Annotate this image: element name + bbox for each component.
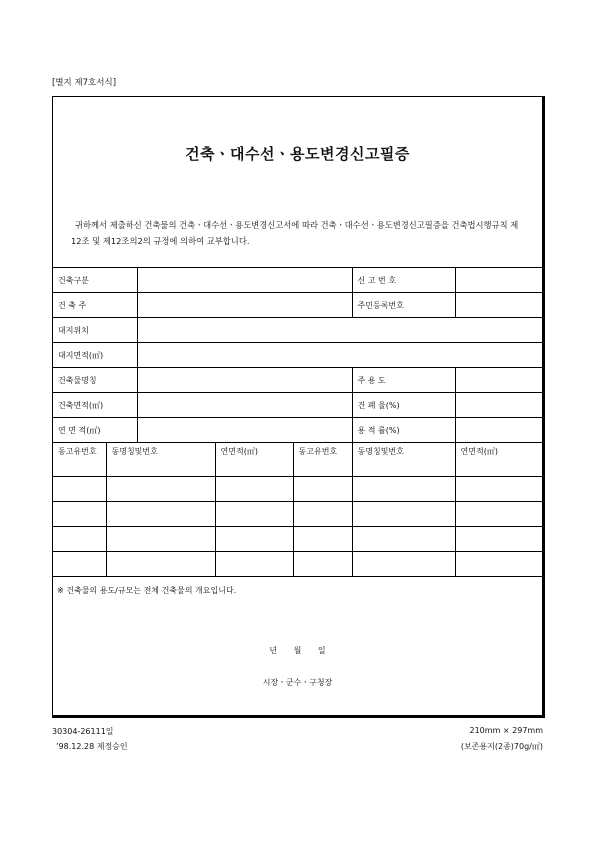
value-total-floor-area[interactable] — [137, 418, 352, 443]
header-building-name-1: 동명칭및번호 — [106, 443, 215, 477]
value-report-no[interactable] — [455, 268, 544, 293]
label-report-no: 신 고 번 호 — [352, 268, 455, 293]
certificate-frame — [52, 96, 545, 718]
value-category[interactable] — [137, 268, 352, 293]
label-category: 건축구분 — [53, 268, 137, 293]
header-building-name-2: 동명칭및번호 — [352, 443, 455, 477]
header-building-id-1: 동고유번호 — [53, 443, 106, 477]
value-site-location[interactable] — [137, 318, 544, 343]
footer-paper-size: 210mm × 297mm — [469, 726, 543, 735]
issue-date: 년 월 일 — [269, 646, 326, 655]
label-owner: 건 축 주 — [53, 293, 137, 318]
footer-approval: ’98.12.28 제정승인 — [56, 742, 128, 751]
value-floor-area-ratio[interactable] — [455, 418, 544, 443]
table-row — [53, 502, 544, 527]
label-site-location: 대지위치 — [53, 318, 137, 343]
footer-paper-type: (보존용지(2종)70g/㎡) — [460, 742, 543, 751]
value-site-area[interactable] — [137, 343, 544, 368]
footnote: ※ 건축물의 용도/규모는 전체 건축물의 개요입니다. — [57, 586, 237, 595]
table-row — [53, 477, 544, 502]
value-main-use[interactable] — [455, 368, 544, 393]
certificate-form-table — [53, 267, 544, 577]
label-total-floor-area: 연 면 적(㎡) — [53, 418, 137, 443]
intro-paragraph: 귀하께서 제출하신 건축물의 건축ㆍ대수선ㆍ용도변경신고서에 따라 건축ㆍ대수선ㆍ용도변경신고필증을 건축법시행규칙 제12조 및 제12조의2의 규정에 의하여 교부합니다. — [71, 220, 519, 246]
value-building-name[interactable] — [137, 368, 352, 393]
table-row — [53, 552, 544, 577]
issuing-authority: 시장ㆍ군수ㆍ구청장 — [262, 678, 333, 687]
label-site-area: 대지면적(㎡) — [53, 343, 137, 368]
label-resident-no: 주민등록번호 — [352, 293, 455, 318]
label-floor-area-ratio: 용 적 률(%) — [352, 418, 455, 443]
label-coverage-ratio: 건 폐 율(%) — [352, 393, 455, 418]
header-floor-area-2: 연면적(㎡) — [455, 443, 544, 477]
footer-form-code: 30304-26111일 — [52, 727, 114, 736]
label-main-use: 주 용 도 — [352, 368, 455, 393]
value-coverage-ratio[interactable] — [455, 393, 544, 418]
form-number-label: [별지 제7호서식] — [52, 78, 117, 88]
document-title: 건축ㆍ대수선ㆍ용도변경신고필증 — [185, 145, 410, 163]
value-building-area[interactable] — [137, 393, 352, 418]
header-floor-area-1: 연면적(㎡) — [215, 443, 293, 477]
label-building-name: 건축물명칭 — [53, 368, 137, 393]
header-building-id-2: 동고유번호 — [293, 443, 352, 477]
label-building-area: 건축면적(㎡) — [53, 393, 137, 418]
value-resident-no[interactable] — [455, 293, 544, 318]
table-row — [53, 527, 544, 552]
value-owner[interactable] — [137, 293, 352, 318]
